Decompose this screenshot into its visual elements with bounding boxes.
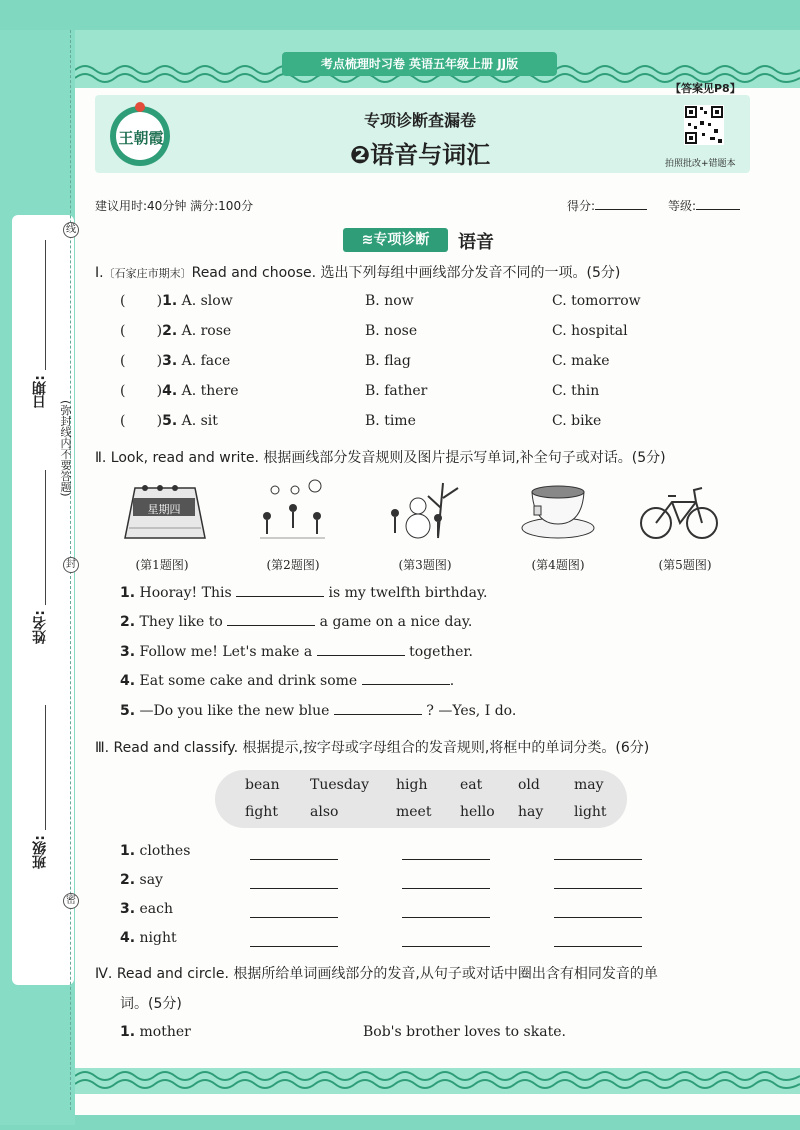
option-c[interactable]: C. thin [552, 383, 600, 399]
classify-item [120, 872, 163, 888]
option-c[interactable]: C. bike [552, 413, 602, 429]
word-box-word: meet [396, 804, 432, 820]
option-a[interactable]: A. slow [181, 293, 233, 309]
subtitle: 专项诊断查漏卷 [363, 111, 476, 130]
option-a[interactable]: A. rose [181, 323, 232, 339]
seal-mi: 密 [63, 893, 79, 909]
word-box-word: also [310, 804, 339, 820]
picture-caption: (第3题图) [398, 558, 452, 572]
item-number: 1. [120, 585, 136, 601]
word-box-word: fight [245, 804, 278, 820]
answer-blank[interactable] [250, 859, 338, 860]
kids-playing-picture [255, 478, 330, 546]
classify-word: night [139, 930, 177, 946]
option-b[interactable]: B. time [365, 413, 416, 429]
calendar-text: 星期四 [147, 503, 181, 516]
sentence-after: is my twelfth birthday. [328, 585, 488, 601]
section-badge: ≋专项诊断 [343, 228, 448, 252]
part1-number: Ⅰ. [95, 265, 104, 281]
answer-blank[interactable] [554, 946, 642, 947]
sentence-row [120, 585, 488, 601]
answer-reference: 【答案见P8】 [670, 82, 741, 95]
choice-row[interactable]: ( )3. A. face [120, 353, 231, 369]
sentence-before: —Do you like the new blue [139, 703, 330, 719]
classify-word: each [139, 901, 174, 917]
sentence-after: a game on a nice day. [319, 614, 473, 630]
sentence-row [120, 673, 454, 689]
grade-field[interactable] [668, 197, 740, 214]
item-number: 4. [120, 673, 136, 689]
word-box-word: high [396, 777, 428, 793]
picture-caption: (第2题图) [266, 558, 320, 572]
picture-caption: (第5题图) [658, 558, 712, 572]
date-label: 日期: [32, 375, 48, 409]
option-a[interactable]: A. face [181, 353, 231, 369]
sentence-before: They like to [139, 614, 223, 630]
option-c[interactable]: C. make [552, 353, 610, 369]
choice-row[interactable]: ( )4. A. there [120, 383, 239, 399]
snowman-picture [383, 478, 468, 546]
item-number: 4. [162, 383, 178, 399]
choice-row[interactable]: ( )1. A. slow [120, 293, 233, 309]
part1-heading [95, 262, 620, 282]
part3-heading: Ⅲ. Read and classify. 根据提示,按字母或字母组合的发音规则,将框中的单词分类。(6分) [95, 740, 650, 756]
target-word: mother [139, 1024, 191, 1040]
option-a[interactable]: A. sit [181, 413, 218, 429]
option-a[interactable]: A. there [181, 383, 239, 399]
answer-blank[interactable] [554, 859, 642, 860]
sentence-before: Follow me! Let's make a [139, 644, 313, 660]
option-b[interactable]: B. now [365, 293, 414, 309]
part1-source-tag: 〔石家庄市期末〕 [103, 267, 192, 280]
qr-caption: 拍照批改+错题本 [665, 159, 736, 169]
classify-item [120, 901, 173, 917]
class-line [45, 705, 46, 830]
sentence-after: ? —Yes, I do. [426, 703, 517, 719]
picture-caption: (第4题图) [531, 558, 585, 572]
answer-blank[interactable] [402, 859, 490, 860]
word-box-word: may [574, 777, 604, 793]
sentence-before: Hooray! This [139, 585, 232, 601]
name-line [45, 470, 46, 605]
picture-caption: (第1题图) [135, 558, 189, 572]
item-number: 5. [120, 703, 136, 719]
item-number: 2. [120, 872, 136, 888]
classify-word: say [139, 872, 163, 888]
binding-margin [12, 215, 74, 985]
no-answer-notice: (弥封线内不要答题) [59, 400, 72, 497]
seal-xian: 线 [63, 222, 79, 238]
item-number: 5. [162, 413, 178, 429]
answer-blank[interactable] [402, 917, 490, 918]
seal-feng: 封 [63, 557, 79, 573]
answer-blank[interactable] [554, 917, 642, 918]
part4-heading-cont: 词。(5分) [120, 996, 182, 1012]
answer-blank[interactable] [554, 888, 642, 889]
word-box-word: old [518, 777, 540, 793]
option-b[interactable]: B. nose [365, 323, 418, 339]
answer-blank[interactable] [227, 625, 315, 626]
classify-item [120, 843, 190, 859]
score-field[interactable] [567, 197, 647, 214]
item-number: 4. [120, 930, 136, 946]
book-title-banner: 考点梳理时习卷 英语五年级上册 JJ版 [282, 52, 557, 76]
name-label: 姓名: [32, 610, 48, 644]
date-line [45, 240, 46, 370]
grade-label: 等级: [668, 199, 697, 213]
option-c[interactable]: C. hospital [552, 323, 628, 339]
item-number: 3. [162, 353, 178, 369]
word-box-word: hello [460, 804, 495, 820]
page-title: ❷语音与词汇 [349, 141, 491, 169]
word-box-word: Tuesday [310, 777, 370, 793]
time-score-info: 建议用时:40分钟 满分:100分 [95, 199, 254, 213]
word-box-word: hay [518, 804, 544, 820]
section-label: 语音 [458, 232, 494, 253]
option-b[interactable]: B. father [365, 383, 428, 399]
score-label: 得分: [567, 199, 596, 213]
option-b[interactable]: B. flag [365, 353, 411, 369]
class-label: 班级: [32, 835, 48, 869]
answer-blank[interactable] [402, 946, 490, 947]
item-number: 1. [162, 293, 178, 309]
sentence-row [120, 644, 473, 660]
sentence-after: . [449, 673, 455, 689]
option-c[interactable]: C. tomorrow [552, 293, 641, 309]
item-number: 3. [120, 901, 136, 917]
part1-instruction: Read and choose. 选出下列每组中画线部分发音不同的一项。(5分) [191, 265, 621, 281]
answer-blank[interactable] [250, 917, 338, 918]
part2-heading: Ⅱ. Look, read and write. 根据画线部分发音规则及图片提示写单词,补全句子或对话。(5分) [95, 450, 666, 466]
item-number: 2. [162, 323, 178, 339]
part4-heading: Ⅳ. Read and circle. 根据所给单词画线部分的发音,从句子或对话中圈出含有相同发音的单 [95, 966, 658, 982]
answer-blank[interactable] [317, 655, 405, 656]
answer-blank[interactable] [236, 596, 324, 597]
qr-code[interactable] [684, 105, 724, 145]
answer-blank[interactable] [402, 888, 490, 889]
item-number: 1. [120, 1024, 136, 1040]
word-box-word: eat [460, 777, 483, 793]
word-box-word: bean [245, 777, 280, 793]
choice-row[interactable]: ( )5. A. sit [120, 413, 218, 429]
word-box-word: light [574, 804, 607, 820]
item-number: 1. [120, 843, 136, 859]
sentence-row [120, 614, 472, 630]
bottom-wave-border [75, 1068, 800, 1094]
circle-sentence[interactable]: Bob's brother loves to skate. [363, 1024, 566, 1040]
classify-item [120, 930, 177, 946]
sentence-row [120, 703, 516, 719]
sentence-after: together. [409, 644, 473, 660]
teacup-picture [518, 478, 598, 546]
bicycle-picture [638, 478, 720, 546]
answer-blank[interactable] [250, 946, 338, 947]
item-number: 2. [120, 614, 136, 630]
classify-word: clothes [139, 843, 191, 859]
circle-item [120, 1024, 191, 1040]
choice-row[interactable]: ( )2. A. rose [120, 323, 232, 339]
answer-blank[interactable] [334, 714, 422, 715]
grade-blank[interactable] [696, 209, 740, 210]
item-number: 3. [120, 644, 136, 660]
logo-text: 王朝霞 [118, 129, 164, 147]
answer-blank[interactable] [362, 684, 450, 685]
sentence-before: Eat some cake and drink some [139, 673, 358, 689]
score-blank[interactable] [595, 209, 647, 210]
answer-blank[interactable] [250, 888, 338, 889]
